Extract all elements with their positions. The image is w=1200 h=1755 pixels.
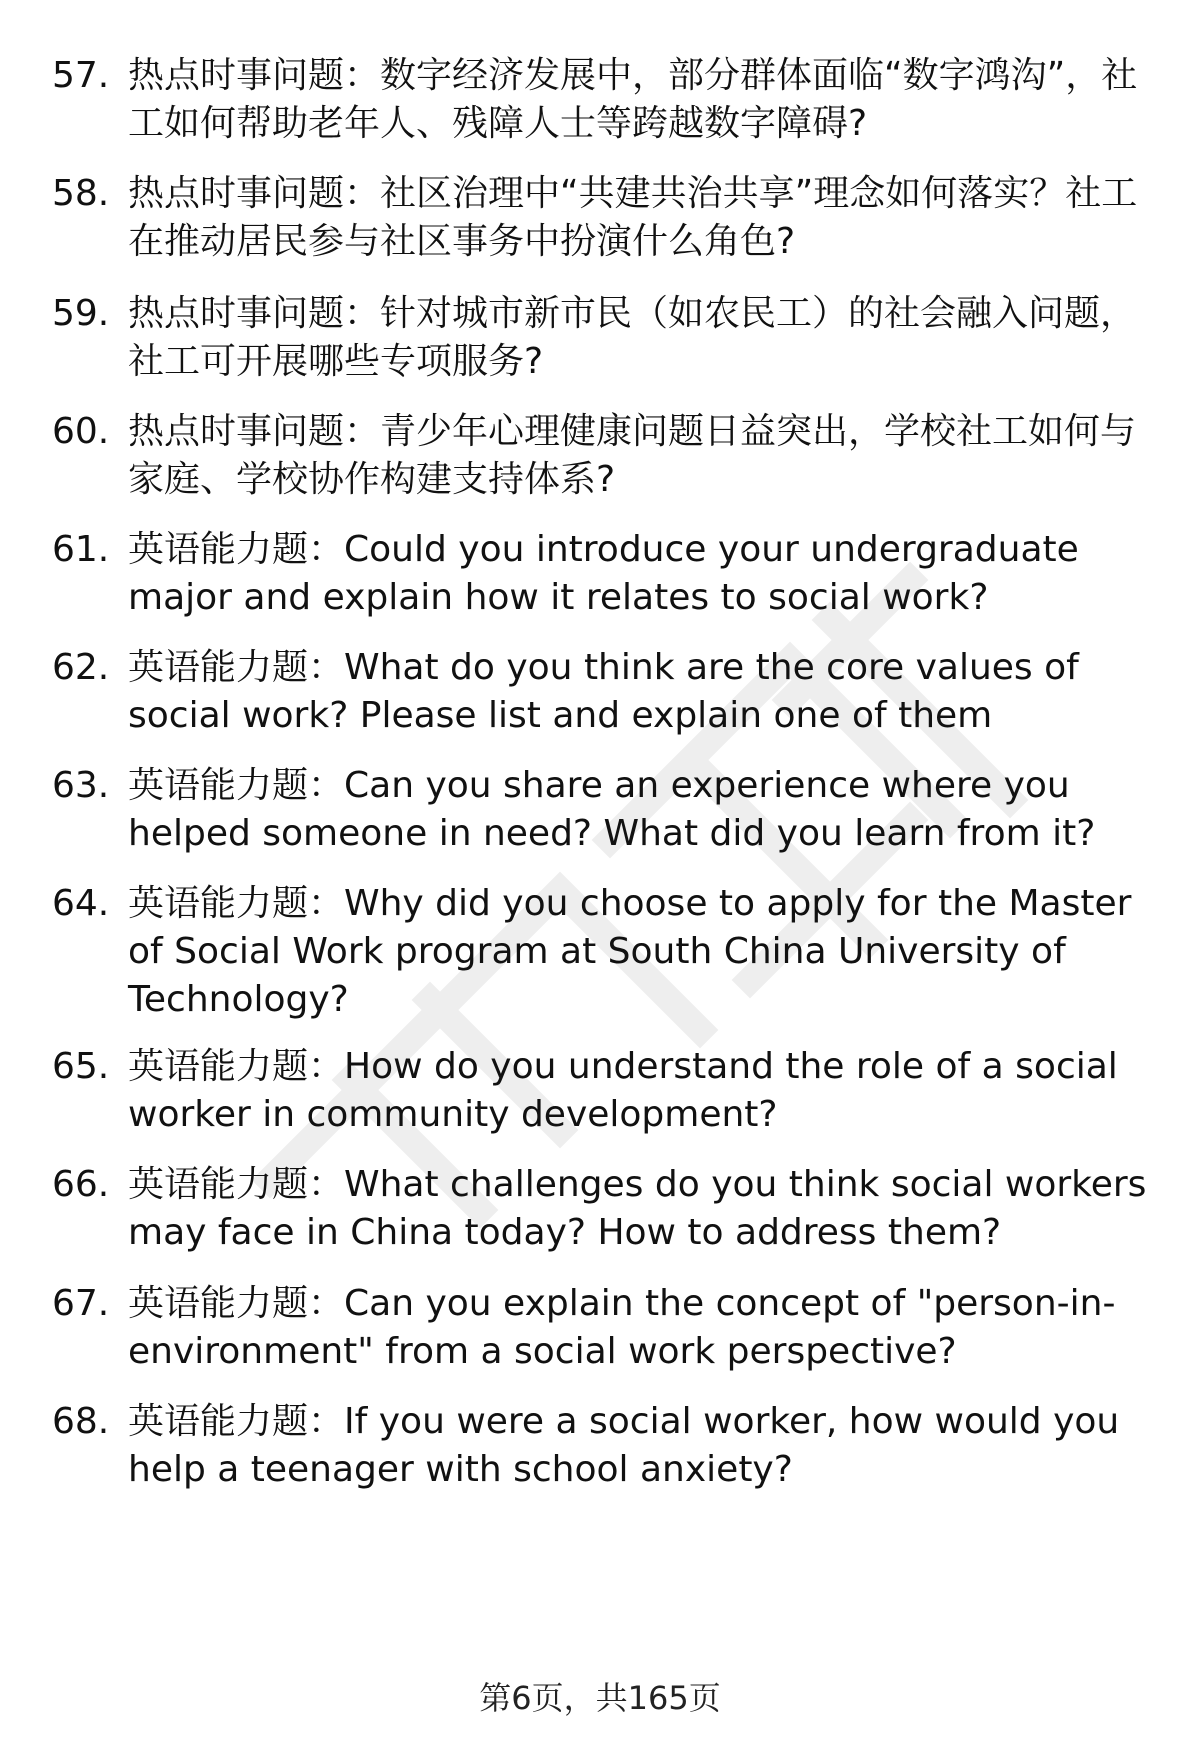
item-text: 英语能力题：Why did you choose to apply for the Master of Social Work program at South China University of Technology? — [128, 883, 1132, 1020]
item-number: 68. — [52, 1401, 110, 1442]
item-number: 62. — [52, 647, 110, 688]
item-number: 61. — [52, 529, 110, 570]
item-text: 英语能力题：Can you share an experience where you helped someone in need? What did you learn from it? — [128, 765, 1096, 854]
item-number: 57. — [52, 55, 110, 96]
item-number: 58. — [52, 173, 110, 214]
item-number: 60. — [52, 411, 110, 452]
item-number: 64. — [52, 883, 110, 924]
item-text: 英语能力题：What challenges do you think social workers may face in China today? How to address them? — [128, 1164, 1147, 1253]
item-text: 英语能力题：If you were a social worker, how would you help a teenager with school anxiety? — [128, 1401, 1120, 1490]
item-number: 65. — [52, 1046, 110, 1087]
item-number: 63. — [52, 765, 110, 806]
item-text: 英语能力题：Can you explain the concept of "person-in-environment" from a social work perspective? — [128, 1283, 1116, 1372]
item-text: 热点时事问题：数字经济发展中，部分群体面临“数字鸿沟”，社工如何帮助老年人、残障人士等跨越数字障碍? — [128, 55, 1138, 144]
item-text: 热点时事问题：针对城市新市民（如农民工）的社会融入问题，社工可开展哪些专项服务? — [128, 293, 1137, 382]
item-text: 热点时事问题：青少年心理健康问题日益突出，学校社工如何与家庭、学校协作构建支持体系? — [128, 411, 1137, 500]
item-text: 英语能力题：Could you introduce your undergraduate major and explain how it relates to social work? — [128, 529, 1079, 618]
item-number: 66. — [52, 1164, 110, 1205]
item-text: 英语能力题：How do you understand the role of a social worker in community development? — [128, 1046, 1118, 1135]
page-footer: 第6页，共165页 — [479, 1679, 721, 1717]
item-number: 59. — [52, 293, 110, 334]
item-text: 热点时事问题：社区治理中“共建共治共享”理念如何落实？社工在推动居民参与社区事务中扮演什么角色? — [128, 173, 1138, 262]
item-number: 67. — [52, 1283, 110, 1324]
item-text: 英语能力题：What do you think are the core values of social work? Please list and explain one of them — [128, 647, 1079, 736]
